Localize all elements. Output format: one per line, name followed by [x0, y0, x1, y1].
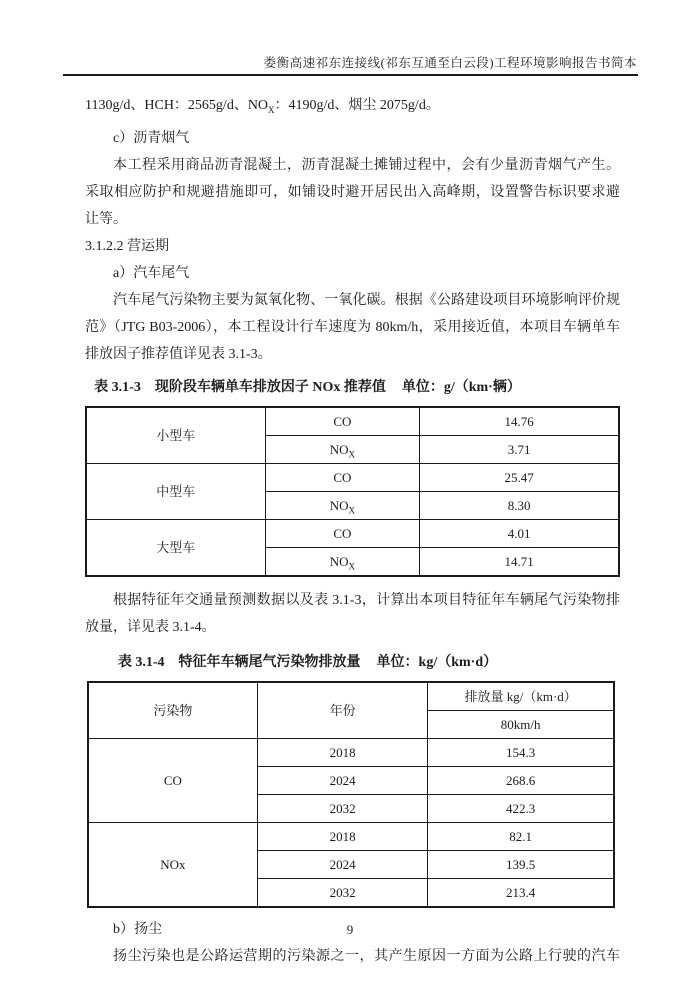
table-header-row [88, 682, 614, 711]
value-cell: 268.6 [428, 767, 614, 795]
table-3-1-3-title: 现阶段车辆单车排放因子 NOx 推荐值 [154, 380, 386, 395]
para-asphalt-line-3: 让等。 [85, 212, 127, 227]
value-cell: 82.1 [428, 823, 614, 851]
paragraph-continuation-line [85, 92, 620, 119]
page-number: 9 [346, 922, 354, 937]
heading-operation-period: 3.1.2.2 营运期 [85, 239, 169, 254]
vehicle-type-cell: 大型车 [86, 520, 265, 577]
running-header-title: 娄衡高速祁东连接线(祁东互通至白云段)工程环境影响报告书简本 [263, 56, 637, 70]
table-row [86, 520, 619, 548]
value-cell: 4.01 [420, 520, 619, 548]
year-cell: 2024 [257, 851, 427, 879]
year-cell: 2024 [257, 767, 427, 795]
pollutant-group-cell: CO [88, 739, 257, 823]
table-row [88, 739, 614, 767]
vehicle-type-cell: 中型车 [86, 464, 265, 520]
value-cell: 139.5 [428, 851, 614, 879]
table-row [86, 464, 619, 492]
heading-dust: b）扬尘 [113, 922, 162, 937]
nox-subscript: X [348, 561, 355, 572]
emission-text-post: ：4190g/d、烟尘 2075g/d。 [274, 98, 440, 113]
nox-subscript: X [348, 505, 355, 516]
year-cell: 2032 [257, 795, 427, 823]
value-cell: 422.3 [428, 795, 614, 823]
para-exhaust-line-2: 范》（JTG B03-2006），本工程设计行车速度为 80km/h，采用接近值，本项目车辆单车 [85, 320, 620, 335]
value-cell: 14.76 [420, 407, 619, 436]
pollutant-cell: CO [265, 464, 420, 492]
table-row [88, 823, 614, 851]
value-cell: 14.71 [420, 548, 619, 577]
table-3-1-4-label: 表 3.1-4 [117, 655, 165, 670]
col-header-year: 年份 [257, 682, 427, 739]
table-3-1-4-caption [85, 649, 620, 676]
table-3-1-3-unit: 单位：g/（km·辆） [401, 380, 521, 395]
col-header-pollutant: 污染物 [88, 682, 257, 739]
pollutant-cell: CO [265, 407, 420, 436]
table-3-1-3-caption [85, 374, 620, 401]
para-exhaust-line-3: 排放因子推荐值详见表 3.1-3。 [85, 347, 272, 362]
nox-subscript: X [348, 449, 355, 460]
value-cell: 3.71 [420, 436, 619, 464]
col-header-emission: 排放量 kg/（km·d） [428, 682, 614, 711]
table-row [86, 407, 619, 436]
table-3-1-3-label: 表 3.1-3 [94, 380, 141, 395]
year-cell: 2018 [257, 739, 427, 767]
pollutant-cell: CO [265, 520, 420, 548]
value-cell: 8.30 [420, 492, 619, 520]
para-asphalt-line-1: 本工程采用商品沥青混凝土，沥青混凝土摊铺过程中，会有少量沥青烟气产生。 [113, 158, 620, 173]
annual-emission-table [87, 681, 615, 908]
para-asphalt-line-2: 采取相应防护和规避措施即可，如铺设时避开居民出入高峰期，设置警告标识要求避 [85, 185, 620, 200]
col-header-speed: 80km/h [428, 711, 614, 739]
year-cell: 2032 [257, 879, 427, 908]
vehicle-type-cell: 小型车 [86, 407, 265, 464]
emission-text-pre: 1130g/d、HCH：2565g/d、NO [85, 98, 269, 113]
pollutant-cell: $NO_X$ [265, 492, 420, 520]
nox-subscript: X [268, 104, 275, 115]
value-cell: 154.3 [428, 739, 614, 767]
pollutant-cell: $NO_X$ [265, 548, 420, 577]
para-dust-line-1: 扬尘污染也是公路运营期的污染源之一，其产生原因一方面为公路上行驶的汽车 [113, 949, 620, 964]
year-cell: 2018 [257, 823, 427, 851]
pollutant-cell: $NO_X$ [265, 436, 420, 464]
para-mid-line-1: 根据特征年交通量预测数据以及表 3.1-3，计算出本项目特征年车辆尾气污染物排 [113, 593, 620, 608]
value-cell: 213.4 [428, 879, 614, 908]
header-rule [63, 74, 638, 76]
heading-asphalt-fume: c）沥青烟气 [113, 131, 190, 146]
table-3-1-4-unit: 单位：kg/（km·d） [376, 655, 498, 670]
para-exhaust-line-1: 汽车尾气污染物主要为氮氧化物、一氧化碳。根据《公路建设项目环境影响评价规 [113, 293, 620, 308]
heading-vehicle-exhaust: a）汽车尾气 [113, 266, 190, 281]
emission-factor-table [85, 406, 620, 577]
value-cell: 25.47 [420, 464, 619, 492]
para-mid-line-2: 放量，详见表 3.1-4。 [85, 620, 216, 635]
page-content [85, 92, 620, 970]
table-3-1-4-title: 特征年车辆尾气污染物排放量 [178, 655, 361, 670]
pollutant-group-cell: NOx [88, 823, 257, 908]
